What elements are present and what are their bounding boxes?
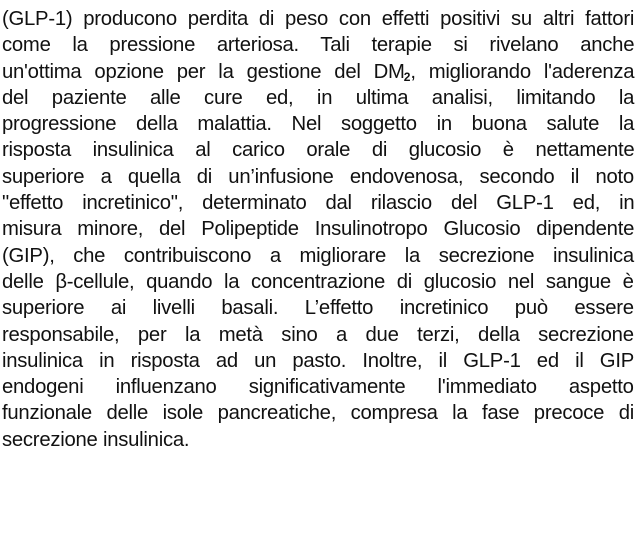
text-line-1: (GLP-1) producono perdita di peso con effetti positivi su altri fattori xyxy=(2,8,635,30)
text-line-5: progressione della malattia. Nel soggetto in buona salute la xyxy=(2,113,635,136)
text-line-17: secrezione insulinica. xyxy=(2,428,190,451)
document-body xyxy=(2,6,634,453)
text-line-6: risposta insulinica al carico orale di glucosio è nettamente xyxy=(2,139,635,162)
dm-subscript: 2 xyxy=(403,69,411,84)
text-line-3-head: un'ottima opzione per la gestione del DM xyxy=(2,60,405,83)
text-line-16: funzionale delle isole pancreatiche, compresa la fase precoce di xyxy=(2,402,635,425)
text-line-4: del paziente alle cure ed, in ultima analisi, limitando la xyxy=(2,86,635,109)
text-line-11: delle β-cellule, quando la concentrazione di glucosio nel sangue è xyxy=(2,270,634,293)
text-line-3 xyxy=(2,59,634,85)
text-line-15: endogeni influenzano significativamente l'immediato aspetto xyxy=(2,376,634,399)
text-line-13: responsabile, per la metà sino a due terzi, della secrezione xyxy=(2,323,634,346)
text-line-9: misura minore, del Polipeptide Insulinotropo Glucosio dipendente xyxy=(2,218,635,241)
text-line-14: insulinica in risposta ad un pasto. Inoltre, il GLP-1 ed il GIP xyxy=(2,349,634,372)
text-line-3-tail: , migliorando l'aderenza xyxy=(410,60,635,83)
text-line-12: superiore ai livelli basali. L’effetto incretinico può essere xyxy=(2,297,634,320)
text-line-7: superiore a quella di un’infusione endovenosa, secondo il noto xyxy=(2,165,634,188)
text-line-2: come la pressione arteriosa. Tali terapie si rivelano anche xyxy=(2,34,635,57)
text-line-8: "effetto incretinico", determinato dal rilascio del GLP-1 ed, in xyxy=(2,192,635,215)
text-line-10: (GIP), che contribuiscono a migliorare la secrezione insulinica xyxy=(2,244,634,267)
